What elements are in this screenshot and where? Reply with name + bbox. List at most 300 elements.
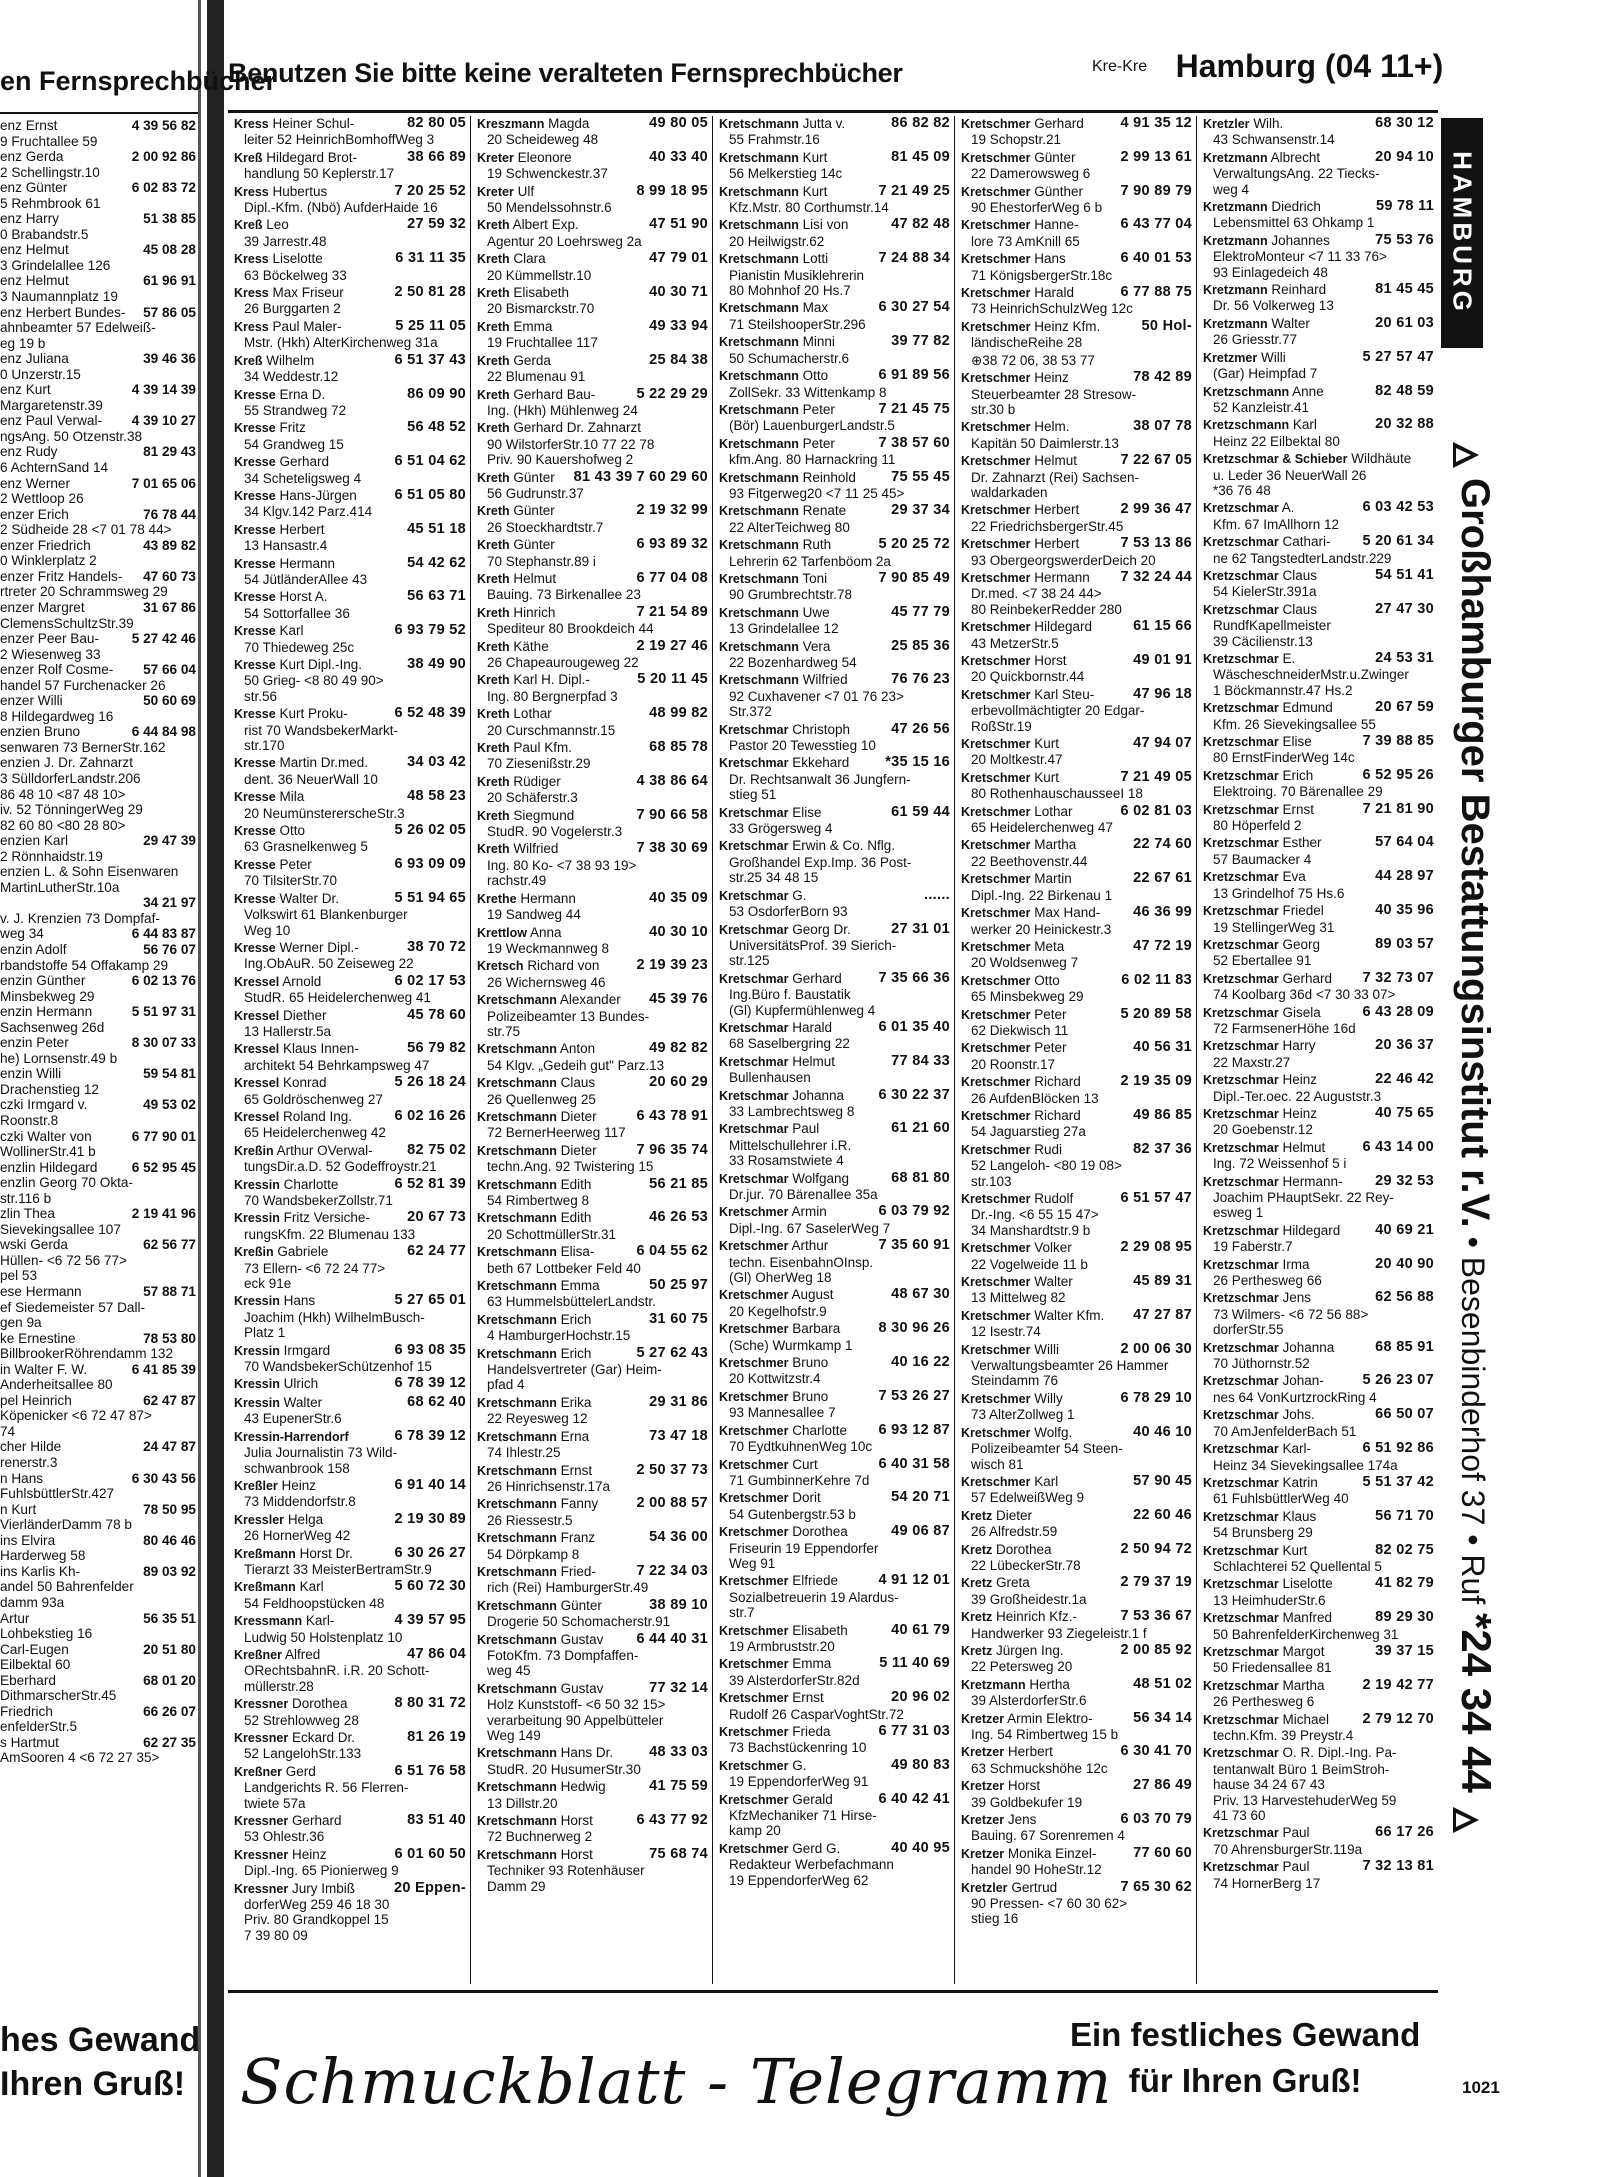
listing-surname: Kresse xyxy=(234,824,276,839)
listing-given-name: Arthur xyxy=(791,1238,829,1254)
listing-surname: Kretschmann xyxy=(477,1814,557,1829)
listing-entry xyxy=(471,808,712,840)
listing-entry xyxy=(1197,869,1438,901)
listing-phone: 5 20 11 45 xyxy=(637,671,708,688)
listing-detail-line: nes 64 VonKurtzrockRing 4 xyxy=(1213,1389,1377,1405)
listing-given-name: Mila xyxy=(279,789,305,805)
listing-given-name: Werner Dipl.- xyxy=(279,939,359,955)
listing-surname: Kretzschmar xyxy=(1203,971,1279,986)
listing-phone: 61 21 60 xyxy=(891,1120,950,1137)
listing-detail-line: 52 Langeloh- <80 19 08> xyxy=(971,1158,1122,1174)
vertical-ad-phone: *24 34 44 xyxy=(1453,1613,1500,1793)
listing-entry xyxy=(955,502,1196,534)
listing-phone: 25 84 38 xyxy=(649,351,708,368)
listing-detail-line: 19 Faberstr.7 xyxy=(1213,1239,1293,1255)
listing-phone: 77 84 33 xyxy=(891,1052,950,1069)
listing-first-line xyxy=(961,1007,1192,1023)
listing-surname: Kretzschmar xyxy=(1203,1826,1279,1841)
listing-first-line xyxy=(234,891,466,907)
listing-detail-line: 90 Grumbrechtstr.78 xyxy=(729,587,853,603)
listing-phone: 27 47 30 xyxy=(1375,600,1434,617)
listing-entry xyxy=(955,419,1196,451)
listing-first-line xyxy=(719,1841,950,1857)
listing-surname: Kretschmann xyxy=(477,1143,557,1158)
listing-first-line xyxy=(477,1075,708,1091)
listing-given-name: Ekkehard xyxy=(792,755,850,771)
listing-first-line xyxy=(234,420,466,436)
listing-surname: Kretschmann xyxy=(477,1076,557,1091)
listing-given-name: Lothar xyxy=(513,706,552,722)
listing-surname: Kretzschmar xyxy=(1203,1073,1279,1088)
left-listing-row xyxy=(0,1191,198,1207)
listing-first-line xyxy=(719,1204,950,1220)
listing-given-name: Michael xyxy=(1282,1711,1330,1727)
listing-phone: 7 35 66 36 xyxy=(878,969,950,986)
left-listing-text: 5 Rehmbrook 61 xyxy=(0,195,101,211)
listing-first-line xyxy=(477,672,708,688)
listing-first-line xyxy=(1203,1825,1434,1841)
listing-surname: Kretschmer xyxy=(719,1525,789,1540)
left-listing-row xyxy=(0,149,198,165)
left-listing-text: 3 Naumannplatz 19 xyxy=(0,289,118,305)
listing-surname: Kreth xyxy=(477,353,510,368)
listing-given-name: Klaus xyxy=(1282,1508,1317,1524)
listing-entry xyxy=(1197,233,1438,280)
listing-surname: Kretschmer xyxy=(961,1342,1031,1357)
listing-given-name: G. xyxy=(792,887,807,903)
left-listing-row xyxy=(0,942,198,958)
listing-first-line xyxy=(719,1355,950,1371)
left-listing-text: 82 60 80 <80 28 80> xyxy=(0,817,126,833)
listing-given-name: Dorit xyxy=(792,1490,821,1506)
listing-first-line xyxy=(961,687,1192,703)
listing-phone: 75 53 76 xyxy=(1375,231,1434,248)
left-listing-phone: 56 76 07 xyxy=(140,942,196,958)
listing-entry xyxy=(1197,1475,1438,1507)
listing-given-name: Uwe xyxy=(802,604,830,620)
listing-first-line xyxy=(719,368,950,384)
left-listing-phone: 6 77 90 01 xyxy=(129,1129,196,1145)
listing-given-name: Günther xyxy=(1034,183,1084,199)
left-listing-text: ke Ernestine xyxy=(0,1330,76,1346)
left-listing-text: andel 50 Bahrenfelder xyxy=(0,1579,134,1595)
listing-first-line xyxy=(961,1677,1192,1693)
listing-entry xyxy=(713,1171,954,1203)
listing-phone: 6 03 42 53 xyxy=(1362,499,1434,516)
listing-first-line xyxy=(477,891,708,907)
listing-given-name: Erich xyxy=(1282,767,1314,783)
listing-entry xyxy=(228,706,470,753)
listing-phone: 24 53 31 xyxy=(1375,650,1434,666)
listing-entry xyxy=(713,838,954,885)
listing-given-name: Franz xyxy=(560,1530,596,1546)
listing-first-line xyxy=(477,1564,708,1580)
listing-given-name: Liselotte xyxy=(272,251,323,267)
listing-given-name: Peter xyxy=(802,435,835,451)
listing-detail-line: 22 LübeckerStr.78 xyxy=(971,1557,1081,1573)
listing-surname: Kretschmann xyxy=(719,402,799,417)
listing-entry xyxy=(471,925,712,957)
listing-detail-line: 34 Manshardtstr.9 b xyxy=(971,1222,1091,1238)
listing-phone: 29 31 86 xyxy=(649,1393,708,1410)
listing-given-name: Kurt Dipl.-Ing. xyxy=(279,657,362,672)
vertical-ad-address: • Besenbinderhof 37 • Ruf xyxy=(1455,1227,1491,1614)
listing-phone: 5 27 62 43 xyxy=(636,1344,708,1361)
listing-detail-line: str.25 34 48 15 xyxy=(729,870,819,886)
listing-entry xyxy=(955,1542,1196,1574)
listing-entry xyxy=(471,1210,712,1242)
listing-given-name: Wilfried xyxy=(513,841,559,857)
listing-first-line xyxy=(234,1429,466,1445)
listing-first-line xyxy=(1203,971,1434,987)
listing-surname: Krethe xyxy=(477,891,517,906)
listing-entry xyxy=(713,1121,954,1168)
left-listing-phone: 62 56 77 xyxy=(140,1237,196,1253)
listing-detail-line: Ing.ObAuR. 50 Zeiseweg 22 xyxy=(244,956,414,972)
listing-entry xyxy=(1197,903,1438,935)
listing-first-line xyxy=(961,1142,1192,1158)
listing-entry xyxy=(228,1376,470,1392)
listing-first-line xyxy=(234,1343,466,1359)
listing-detail-line: ne 62 TangstedterLandstr.229 xyxy=(1213,550,1392,566)
left-header-rule xyxy=(0,112,198,114)
listing-surname: Kresse xyxy=(234,624,276,639)
listing-detail-line: (Gl) Kupfermühlenweg 4 xyxy=(729,1002,876,1018)
listing-surname: Kretschmer xyxy=(719,1205,789,1220)
listing-surname: Kretzschmar xyxy=(1203,1223,1279,1238)
listing-detail-line: rachstr.49 xyxy=(487,873,547,889)
listing-phone: 6 01 35 40 xyxy=(878,1018,950,1035)
listing-detail-line: 80 Höperfeld 2 xyxy=(1213,818,1302,834)
listing-given-name: Meta xyxy=(1034,938,1065,954)
listing-phone: *35 15 16 xyxy=(885,754,950,771)
listing-given-name: Helm. xyxy=(1034,419,1070,435)
listing-surname: Kretzschmar xyxy=(1203,1712,1279,1727)
page-number: 1021 xyxy=(1462,2078,1500,2097)
listing-entry xyxy=(713,1355,954,1387)
left-listing-text: Roonstr.8 xyxy=(0,1113,59,1128)
listing-surname: Kretschmann xyxy=(477,1109,557,1124)
listing-detail-line: 50 Grieg- <8 80 49 90> xyxy=(244,673,384,689)
directory-column-2 xyxy=(470,116,712,1984)
left-listing-row xyxy=(0,444,198,460)
listing-surname: Kretzmann xyxy=(961,1677,1026,1692)
listing-detail-line: 63 Grasnelkenweg 5 xyxy=(244,839,368,855)
listing-surname: Kretzschmar xyxy=(1203,1340,1279,1355)
left-listing-text: enz Gerda xyxy=(0,149,64,165)
listing-first-line xyxy=(477,1496,708,1512)
listing-given-name: Gisela xyxy=(1282,1004,1321,1020)
listing-detail-line: 70 WandsbekerSchützenhof 15 xyxy=(244,1359,432,1375)
listing-detail-line: tentanwalt Büro 1 BeimStroh- xyxy=(1213,1761,1390,1777)
listing-detail-line: Damm 29 xyxy=(487,1878,546,1894)
listing-given-name: Erika xyxy=(560,1394,592,1410)
listing-phone: 6 02 81 03 xyxy=(1120,802,1192,819)
listing-surname: Kresse xyxy=(234,756,276,771)
listing-phone: 81 45 45 xyxy=(1375,281,1434,298)
listing-surname: Kretzschmar xyxy=(1203,1860,1279,1875)
listing-entry xyxy=(228,1244,470,1291)
listing-entry xyxy=(471,639,712,671)
listing-detail-line: wisch 81 xyxy=(971,1456,1024,1472)
listing-phone: 22 60 46 xyxy=(1133,1506,1192,1523)
listing-given-name: Irmgard xyxy=(283,1342,331,1358)
listing-detail-line: Weg 10 xyxy=(244,922,291,938)
listing-detail-line: 70 AhrensburgerStr.119a xyxy=(1213,1841,1363,1857)
listing-surname: Kretschmer xyxy=(961,906,1031,921)
listing-phone: 7 53 36 67 xyxy=(1120,1608,1192,1625)
listing-detail-line: 93 ObergeorgswerderDeich 20 xyxy=(971,552,1156,568)
listing-phone: 20 67 59 xyxy=(1375,699,1434,716)
listing-surname: Kretzmann xyxy=(1203,316,1268,331)
listing-first-line xyxy=(477,503,708,519)
listing-given-name: Hanne- xyxy=(1034,217,1079,233)
listing-surname: Kretzler xyxy=(961,1880,1008,1895)
listing-detail-line: Heinz 34 Sievekingsallee 174a xyxy=(1213,1457,1398,1473)
listing-phone: 6 93 12 87 xyxy=(878,1421,950,1438)
listing-surname: Kresse xyxy=(234,387,276,402)
listing-detail-line: 72 FarmsenerHöhe 16d xyxy=(1213,1020,1356,1036)
listing-first-line xyxy=(234,217,466,233)
listing-detail-line: (Gar) Heimpfad 7 xyxy=(1213,366,1318,382)
listing-entry xyxy=(1197,700,1438,732)
listing-first-line xyxy=(477,1530,708,1546)
listing-phone: 20 32 88 xyxy=(1375,416,1434,433)
listing-given-name: Horst Dr. xyxy=(299,1545,353,1561)
listing-first-line xyxy=(719,537,950,553)
left-listing-phone: 24 47 87 xyxy=(140,1439,196,1455)
listing-phone: 6 93 79 52 xyxy=(394,622,466,639)
listing-entry xyxy=(955,687,1196,734)
listing-given-name: Max Friseur xyxy=(272,285,344,301)
left-listing-row xyxy=(0,1486,198,1502)
listing-detail-line: Sozialbetreuerin 19 Alardus- xyxy=(729,1589,899,1605)
listing-first-line xyxy=(477,1847,708,1863)
listing-first-line xyxy=(477,571,708,587)
listing-detail-line: Handwerker 93 Ziegeleistr.1 f xyxy=(971,1625,1147,1641)
left-listing-text: ese Hermann xyxy=(0,1284,82,1300)
listing-given-name: Heinz xyxy=(1282,1072,1318,1088)
listing-surname: Kress xyxy=(234,286,269,301)
listing-detail-line: WäscheschneiderMstr.u.Zwinger xyxy=(1213,667,1409,683)
listing-entry xyxy=(1197,1678,1438,1710)
listing-entry xyxy=(228,1696,470,1728)
listing-first-line xyxy=(477,184,708,200)
listing-given-name: Günter xyxy=(1034,149,1076,165)
listing-detail-line: 54 Sottorfallee 36 xyxy=(244,605,350,621)
listing-first-line xyxy=(719,1457,950,1473)
listing-entry xyxy=(955,353,1196,368)
listing-entry xyxy=(1197,651,1438,698)
listing-detail-line: 22 Petersweg 20 xyxy=(971,1659,1073,1675)
listing-given-name: Martin Dr.med. xyxy=(279,755,368,771)
listing-surname: Kretschmer xyxy=(719,1288,789,1303)
listing-surname: Kretschmer xyxy=(719,1758,789,1773)
listing-first-line xyxy=(961,1880,1192,1896)
listing-detail-line: 54 Feldhoopstücken 48 xyxy=(244,1595,385,1611)
listing-phone: 6 77 04 08 xyxy=(636,569,708,586)
left-listing-row xyxy=(0,849,198,865)
listing-surname: Kretschmann xyxy=(477,1598,557,1613)
listing-entry xyxy=(1197,1859,1438,1891)
listing-first-line xyxy=(719,1088,950,1104)
listing-phone: 40 16 22 xyxy=(891,1354,950,1371)
listing-first-line xyxy=(719,1758,950,1774)
left-listing-row xyxy=(0,1704,198,1720)
listing-detail-line: kamp 20 xyxy=(729,1823,781,1839)
listing-first-line xyxy=(477,706,708,722)
left-listing-text: enz Werner xyxy=(0,475,71,491)
listing-detail-line: Drogerie 50 Schomacherstr.91 xyxy=(487,1614,671,1630)
listing-entry xyxy=(1197,1140,1438,1172)
listing-first-line xyxy=(961,217,1192,233)
listing-detail-line: Holz Kunststoff- <6 50 32 15> xyxy=(487,1697,666,1713)
listing-first-line xyxy=(961,736,1192,752)
listing-detail-line: 13 Dillstr.20 xyxy=(487,1795,558,1811)
listing-entry xyxy=(955,150,1196,182)
listing-phone: 89 03 57 xyxy=(1375,935,1434,952)
listing-first-line xyxy=(719,971,950,987)
listing-detail-line: dent. 36 NeuerWall 10 xyxy=(244,771,378,787)
listing-phone: 61 59 44 xyxy=(891,803,950,820)
listing-surname: Kretschmann xyxy=(719,571,799,586)
listing-first-line xyxy=(1203,282,1434,298)
listing-given-name: Fanny xyxy=(560,1496,599,1512)
listing-surname: Kretschmann xyxy=(477,993,557,1008)
left-listing-row xyxy=(0,1206,198,1222)
listing-surname: Kretschmann xyxy=(719,538,799,553)
listing-given-name: Reinhold xyxy=(802,469,856,485)
listing-phone: 81 43 39 xyxy=(573,468,633,485)
listing-entry xyxy=(471,1847,712,1894)
listing-surname: Kretschmer xyxy=(961,1308,1031,1323)
listing-first-line xyxy=(234,940,466,956)
left-listing-row xyxy=(0,1393,198,1409)
left-listing-row xyxy=(0,522,198,538)
listing-entry xyxy=(1197,150,1438,197)
listing-entry xyxy=(228,522,470,554)
listing-entry xyxy=(713,1490,954,1522)
listing-first-line xyxy=(477,925,708,941)
left-listing-text: enzer Margret xyxy=(0,599,85,615)
listing-surname: Kretschmer xyxy=(961,218,1031,233)
listing-first-line xyxy=(234,1546,466,1562)
listing-entry xyxy=(471,537,712,569)
listing-surname: Kretschmer xyxy=(961,1241,1031,1256)
left-listing-row xyxy=(0,1517,198,1533)
listing-entry xyxy=(955,1474,1196,1506)
left-listing-text: Drachenstieg 12 xyxy=(0,1081,99,1097)
left-listing-text: Eberhard xyxy=(0,1672,56,1688)
listing-detail-line: 73 Ellern- <6 72 24 77> xyxy=(244,1260,386,1276)
listing-first-line xyxy=(234,1881,466,1897)
listing-surname: Kressin-Harrendorf xyxy=(234,1429,349,1444)
listing-surname: Kretzmer xyxy=(1203,350,1258,365)
listing-first-line xyxy=(1203,1223,1434,1239)
listing-given-name: Karl- xyxy=(305,1613,335,1629)
listing-detail-line: ORechtsbahnR. i.R. 20 Schott- xyxy=(244,1663,430,1679)
listing-given-name: Fritz xyxy=(279,420,306,436)
listing-first-line xyxy=(1203,150,1434,166)
listing-entry xyxy=(471,150,712,182)
left-listing-row xyxy=(0,242,198,258)
listing-detail-line: 22 Damerowsweg 6 xyxy=(971,166,1091,182)
header-city-area-code: Hamburg (04 11+) xyxy=(1175,48,1444,84)
listing-given-name: Max Hand- xyxy=(1034,905,1101,921)
listing-surname: Kreth xyxy=(477,707,510,722)
listing-given-name: Gerd xyxy=(285,1763,316,1779)
listing-surname: Kretschmer xyxy=(961,371,1031,386)
listing-detail-line: 26 Perthesweg 6 xyxy=(1213,1694,1315,1710)
listing-phone: 49 86 85 xyxy=(1133,1106,1192,1123)
listing-given-name: Barbara xyxy=(792,1321,841,1337)
left-listing-phone: 6 41 85 39 xyxy=(129,1362,196,1378)
listing-phone: 38 49 90 xyxy=(407,656,466,672)
listing-detail-line: Dipl.-Ter.oec. 22 Auguststr.3 xyxy=(1213,1088,1382,1104)
listing-phone: 6 30 41 70 xyxy=(1120,1743,1192,1760)
listing-entry xyxy=(955,653,1196,685)
listing-given-name: Otto xyxy=(802,368,829,384)
listing-entry xyxy=(1197,602,1438,649)
listing-surname: Kretschmer xyxy=(961,1075,1031,1090)
left-listing-phone: 57 86 05 xyxy=(140,305,196,321)
listing-surname: Kretzschmar xyxy=(1203,1005,1279,1020)
listing-surname: Kreth xyxy=(477,808,510,823)
listing-phone: 47 72 19 xyxy=(1133,937,1192,954)
listing-detail-line: 20 Woldsenweg 7 xyxy=(971,955,1079,971)
listing-detail-line: 26 Wichernsweg 46 xyxy=(487,974,606,990)
listing-given-name: Claus xyxy=(1282,567,1318,583)
listing-detail-line: 52 LangelohStr.133 xyxy=(244,1746,362,1762)
listing-entry xyxy=(228,556,470,588)
listing-given-name: Gerald xyxy=(792,1791,833,1807)
left-listing-row xyxy=(0,616,198,632)
left-listing-row xyxy=(0,1611,198,1627)
listing-first-line xyxy=(719,1623,950,1639)
listing-surname: Kretschmann xyxy=(719,117,799,131)
listing-detail-line: 54 Jaguarstieg 27a xyxy=(971,1124,1086,1140)
listing-surname: Kretschmar xyxy=(719,805,789,820)
listing-surname: Kretschmer xyxy=(961,804,1031,819)
left-listing-text: Sievekingsallee 107 xyxy=(0,1221,121,1237)
listing-first-line xyxy=(961,536,1192,552)
listing-surname: Kretschmar xyxy=(719,1171,789,1186)
left-listing-text: enzin Adolf xyxy=(0,941,67,957)
listing-given-name: Heinz Kfm. xyxy=(1034,318,1101,334)
listing-phone: 7 21 54 89 xyxy=(636,603,708,620)
listing-first-line xyxy=(961,1308,1192,1324)
listing-detail-line: Steindamm 76 xyxy=(971,1373,1059,1389)
left-listing-phone: 50 60 69 xyxy=(140,693,196,709)
listing-given-name: Martha xyxy=(1034,837,1077,853)
listing-phone: 6 40 01 53 xyxy=(1120,250,1192,267)
listing-detail-line: 22 Bozenhardweg 54 xyxy=(729,655,857,670)
listing-phone: 6 93 89 32 xyxy=(636,536,708,553)
listing-surname: Kretschmann xyxy=(477,1463,557,1478)
listing-surname: Kressel xyxy=(234,1008,280,1023)
listing-first-line xyxy=(961,653,1192,669)
listing-surname: Kretschmer xyxy=(961,1391,1031,1406)
listing-given-name: Johanna xyxy=(792,1087,845,1103)
left-listing-phone: 8 30 07 33 xyxy=(129,1035,196,1051)
listing-phone: 7 22 67 05 xyxy=(1120,452,1192,469)
listing-given-name: Klaus Innen- xyxy=(282,1041,359,1057)
listing-given-name: Karl H. Dipl.- xyxy=(513,672,590,688)
listing-given-name: Walter xyxy=(1034,1274,1073,1290)
listing-surname: Kretzschmar xyxy=(1203,1257,1279,1272)
left-listing-phone: 56 35 51 xyxy=(140,1611,196,1627)
left-listing-row xyxy=(0,258,198,274)
